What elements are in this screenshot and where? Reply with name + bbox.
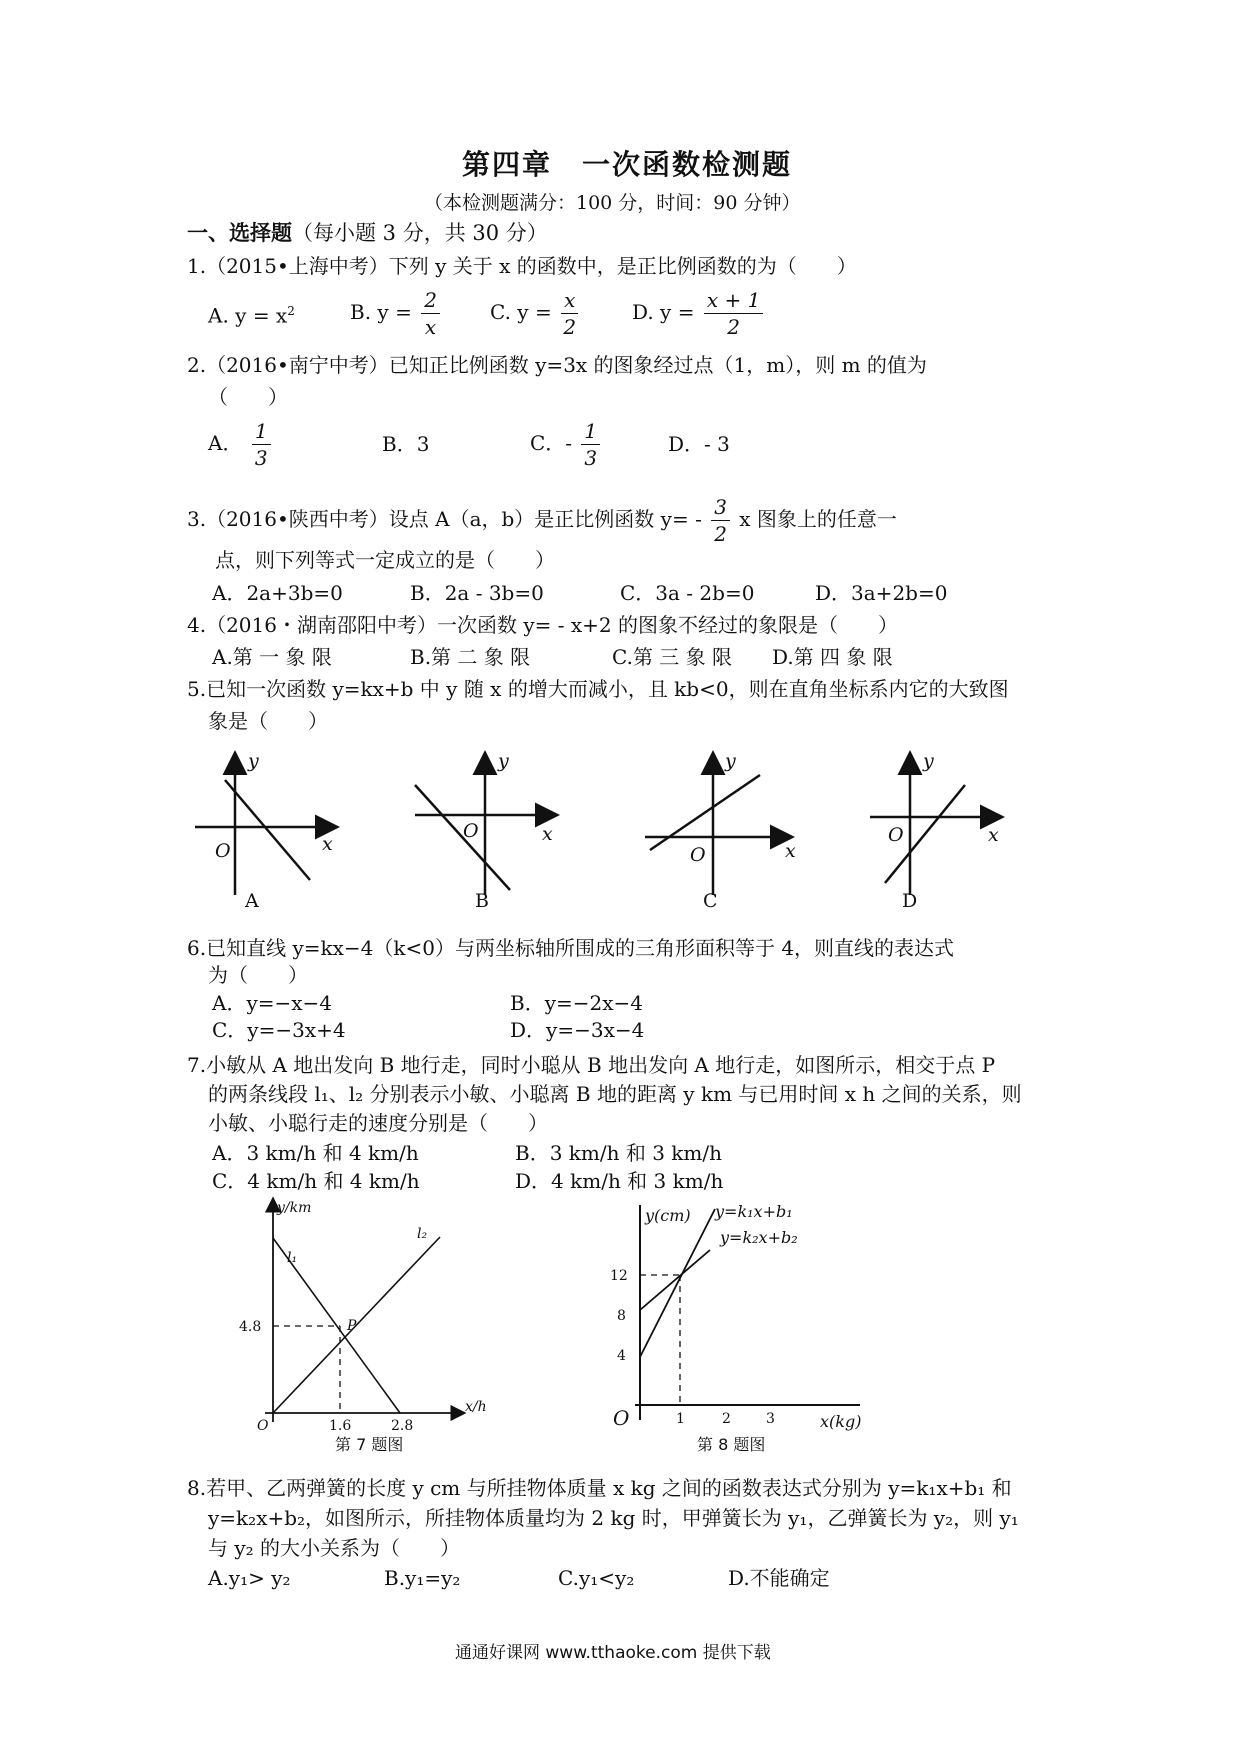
y-label: y [725,750,736,772]
origin-label: O [257,1418,269,1434]
section-heading [187,220,548,246]
x-tick-label-2: 2.8 [391,1418,414,1434]
q2-option-a [208,418,274,471]
q1-d-denominator: 2 [727,315,740,339]
x-axis-label: x/h [465,1399,487,1415]
question-4-stem: 4.（2016・湖南邵阳中考）一次函数 y= - x+2 的图象不经过的象限是（ ） [187,613,898,637]
q7-option-c: C．4 km/h 和 4 km/h [212,1169,420,1193]
q1-option-b-prefix: B. y = [350,300,412,324]
y-label: y [248,750,259,772]
q4-option-b: B.第 二 象 限 [410,645,531,669]
q1-d-numerator: x + 1 [704,287,763,314]
q5-graph-b [405,745,565,915]
q1-c-numerator: x [561,287,578,314]
q3-option-a: A．2a+3b=0 [212,581,343,605]
graph-letter: C [703,890,718,912]
q1-option-a [208,298,295,329]
line-2-label: y=k₂x+b₂ [720,1228,798,1247]
line-l2 [273,1237,440,1413]
x-tick-1: 1 [676,1411,685,1427]
q5-graph-d [860,745,1020,915]
origin-label: O [690,844,706,866]
graph-letter: A [245,890,259,912]
page-subtitle: （本检测题满分：100 分，时间：90 分钟） [424,192,801,214]
line-2 [640,1250,710,1310]
figure-7 [235,1190,495,1450]
q6-option-a: A．y=−x−4 [212,991,333,1015]
q2-option-d: D．- 3 [668,432,730,456]
q5-graph-a [185,745,345,915]
q8-option-d: D.不能确定 [728,1566,830,1590]
q3-option-d: D．3a+2b=0 [815,581,948,605]
q2-a-denominator: 3 [254,446,268,470]
y-tick-12: 12 [610,1268,628,1284]
question-8-stem-2: y=k₂x+b₂，如图所示，所挂物体质量均为 2 kg 时，甲弹簧长为 y₁，乙弹簧长为 y₂，则 y₁ [208,1506,1019,1530]
page-title: 第四章 一次函数检测题 [462,148,793,181]
q1-option-a-exponent: 2 [287,304,295,318]
q2-c-numerator: 1 [581,418,600,445]
q6-option-d: D．y=−3x−4 [510,1018,645,1042]
q3-option-b: B．2a - 3b=0 [410,581,544,605]
function-line [650,775,760,850]
q7-option-d: D．4 km/h 和 3 km/h [515,1169,724,1193]
q4-option-c: C.第 三 象 限 [612,645,733,669]
figure-8 [605,1195,875,1435]
figure-8-caption: 第 8 题图 [697,1435,766,1454]
q4-option-d: D.第 四 象 限 [772,645,893,669]
q8-option-c: C.y₁<y₂ [558,1566,635,1590]
question-2-stem-cont: （ ） [208,385,288,409]
q1-c-denominator: 2 [563,315,577,339]
q1-option-d-fraction [704,287,763,340]
y-label: y [923,750,934,772]
question-5-stem-cont: 象是（ ） [208,709,328,733]
question-7-stem-2: 的两条线段 l₁、l₂ 分别表示小敏、小聪离 B 地的距离 y km 与已用时间 x h 之间的关系，则 [208,1082,1022,1106]
q7-option-b: B．3 km/h 和 3 km/h [515,1141,722,1165]
q1-option-c [490,287,581,340]
y-axis-label: y(cm) [645,1206,691,1225]
graph-letter: D [902,890,918,912]
q2-option-b: B．3 [382,432,430,456]
question-7-stem-3: 小敏、小聪行走的速度分别是（ ） [208,1111,548,1135]
q1-option-c-prefix: C. y = [490,300,552,324]
x-tick-3: 3 [766,1411,775,1427]
q5-graph-c [635,745,805,915]
q8-option-b: B.y₁=y₂ [384,1566,461,1590]
question-6-stem-cont: 为（ ） [208,963,308,987]
question-3-stem-cont: 点，则下列等式一定成立的是（ ） [215,548,555,572]
q3-option-c: C．3a - 2b=0 [620,581,755,605]
p-label: P [347,1318,357,1334]
question-8-stem: 8.若甲、乙两弹簧的长度 y cm 与所挂物体质量 x kg 之间的函数表达式分别为 y=k₁x+b₁ 和 [187,1476,1012,1500]
q2-option-a-prefix: A． [208,431,243,455]
q1-b-denominator: x [424,315,437,339]
question-3-stem [187,494,897,547]
section-note: （每小题 3 分，共 30 分） [292,221,548,245]
origin-label: O [215,840,231,862]
q3-numerator: 3 [711,494,730,521]
q1-option-a-text: A. y = x [208,303,288,328]
q3-stem-end: x 图象上的任意一 [739,507,897,531]
q2-option-c-fraction [581,418,600,471]
x-tick-label-1: 1.6 [329,1418,352,1434]
x-label: x [542,823,553,845]
x-label: x [988,824,999,846]
x-label: x [322,833,333,855]
x-label: x [785,840,796,862]
question-2-stem: 2.（2016•南宁中考）已知正比例函数 y=3x 的图象经过点（1，m），则 m 的值为 [187,353,927,377]
q3-stem-fraction [711,494,730,547]
q1-option-d-prefix: D. y = [632,300,695,324]
q6-option-b: B．y=−2x−4 [510,991,643,1015]
origin-label: O [613,1406,630,1430]
q2-option-a-fraction [252,418,271,471]
x-axis-label: x(kg) [820,1412,862,1431]
origin-label: O [463,820,479,842]
q1-option-b-fraction [421,287,440,340]
figure-7-caption: 第 7 题图 [335,1435,404,1454]
y-tick-4: 4 [617,1348,626,1364]
q2-c-denominator: 3 [584,446,598,470]
graph-letter: B [475,890,489,912]
y-tick-label: 4.8 [239,1319,262,1335]
q1-option-b [350,287,443,340]
l2-label: l₂ [417,1226,428,1242]
function-line [225,780,310,880]
section-title: 一、选择题 [187,220,292,245]
q1-option-c-fraction [561,287,578,340]
q2-a-numerator: 1 [252,418,271,445]
q4-option-a: A.第 一 象 限 [212,645,332,669]
origin-label: O [888,824,904,846]
q3-stem-start: 3.（2016•陕西中考）设点 A（a，b）是正比例函数 y= - [187,507,702,531]
q6-option-c: C．y=−3x+4 [212,1018,346,1042]
y-tick-8: 8 [617,1308,626,1324]
page-footer: 通通好课网 www.tthaoke.com 提供下载 [455,1643,771,1663]
q1-b-numerator: 2 [421,287,440,314]
question-1-stem: 1.（2015•上海中考）下列 y 关于 x 的函数中，是正比例函数的为（ ） [187,254,857,278]
q2-option-c [530,418,603,471]
q8-option-a: A.y₁> y₂ [208,1566,291,1590]
x-tick-2: 2 [722,1411,731,1427]
q1-option-d [632,287,766,340]
question-5-stem: 5.已知一次函数 y=kx+b 中 y 随 x 的增大而减小，且 kb<0，则在直角坐标系内它的大致图 [187,677,1009,701]
y-label: y [498,750,509,772]
line-1-label: y=k₁x+b₁ [715,1202,793,1221]
q2-option-c-prefix: C．- [530,431,573,455]
question-8-stem-3: 与 y₂ 的大小关系为（ ） [208,1536,461,1560]
q7-option-a: A．3 km/h 和 4 km/h [212,1141,419,1165]
question-7-stem: 7.小敏从 A 地出发向 B 地行走，同时小聪从 B 地出发向 A 地行走，如图所示，相交于点 P [187,1053,996,1077]
y-axis-label: y/km [277,1200,312,1216]
question-6-stem: 6.已知直线 y=kx−4（k<0）与两坐标轴所围成的三角形面积等于 4，则直线的表达式 [187,936,955,960]
line-1 [640,1209,715,1357]
l1-label: l₁ [287,1250,298,1266]
q3-denominator: 2 [714,522,727,546]
